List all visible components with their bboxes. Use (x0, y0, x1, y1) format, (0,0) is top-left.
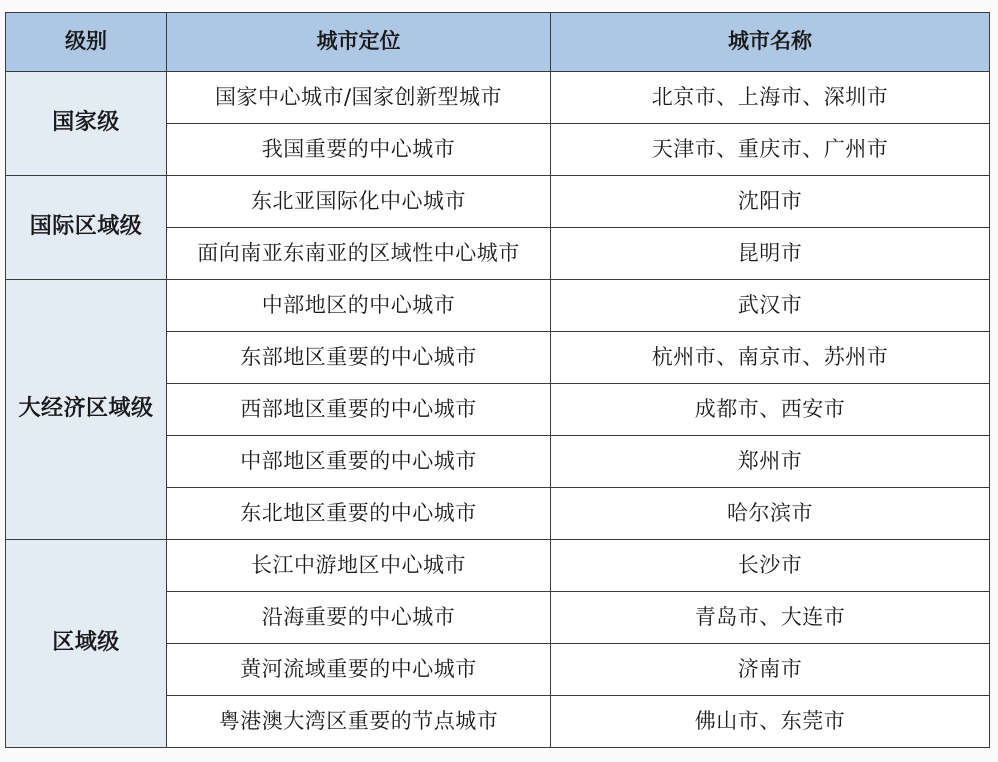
cities-cell: 哈尔滨市 (551, 488, 990, 540)
header-level: 级别 (6, 13, 167, 72)
level-cell: 大经济区域级 (6, 280, 167, 540)
cities-cell: 佛山市、东莞市 (551, 696, 990, 748)
cities-cell: 北京市、上海市、深圳市 (551, 72, 990, 124)
table-row (6, 72, 990, 124)
table-header (6, 13, 990, 72)
cities-cell: 武汉市 (551, 280, 990, 332)
position-cell: 沿海重要的中心城市 (167, 592, 551, 644)
position-cell: 东北亚国际化中心城市 (167, 176, 551, 228)
level-cell: 国家级 (6, 72, 167, 176)
cities-cell: 沈阳市 (551, 176, 990, 228)
header-cities: 城市名称 (551, 13, 990, 72)
position-cell: 东北地区重要的中心城市 (167, 488, 551, 540)
cities-cell: 青岛市、大连市 (551, 592, 990, 644)
level-cell: 国际区域级 (6, 176, 167, 280)
cities-cell: 成都市、西安市 (551, 384, 990, 436)
header-row (6, 13, 990, 72)
position-cell: 东部地区重要的中心城市 (167, 332, 551, 384)
position-cell: 长江中游地区中心城市 (167, 540, 551, 592)
city-level-table (5, 12, 990, 748)
position-cell: 中部地区重要的中心城市 (167, 436, 551, 488)
level-cell: 区域级 (6, 540, 167, 748)
header-position: 城市定位 (167, 13, 551, 72)
cities-cell: 郑州市 (551, 436, 990, 488)
cities-cell: 昆明市 (551, 228, 990, 280)
position-cell: 我国重要的中心城市 (167, 124, 551, 176)
cities-cell: 长沙市 (551, 540, 990, 592)
position-cell: 中部地区的中心城市 (167, 280, 551, 332)
cities-cell: 济南市 (551, 644, 990, 696)
cities-cell: 天津市、重庆市、广州市 (551, 124, 990, 176)
cities-cell: 杭州市、南京市、苏州市 (551, 332, 990, 384)
table-row (6, 280, 990, 332)
position-cell: 西部地区重要的中心城市 (167, 384, 551, 436)
position-cell: 粤港澳大湾区重要的节点城市 (167, 696, 551, 748)
position-cell: 国家中心城市/国家创新型城市 (167, 72, 551, 124)
position-cell: 黄河流域重要的中心城市 (167, 644, 551, 696)
table-row (6, 540, 990, 592)
table-row (6, 176, 990, 228)
table-body (6, 72, 990, 748)
position-cell: 面向南亚东南亚的区域性中心城市 (167, 228, 551, 280)
